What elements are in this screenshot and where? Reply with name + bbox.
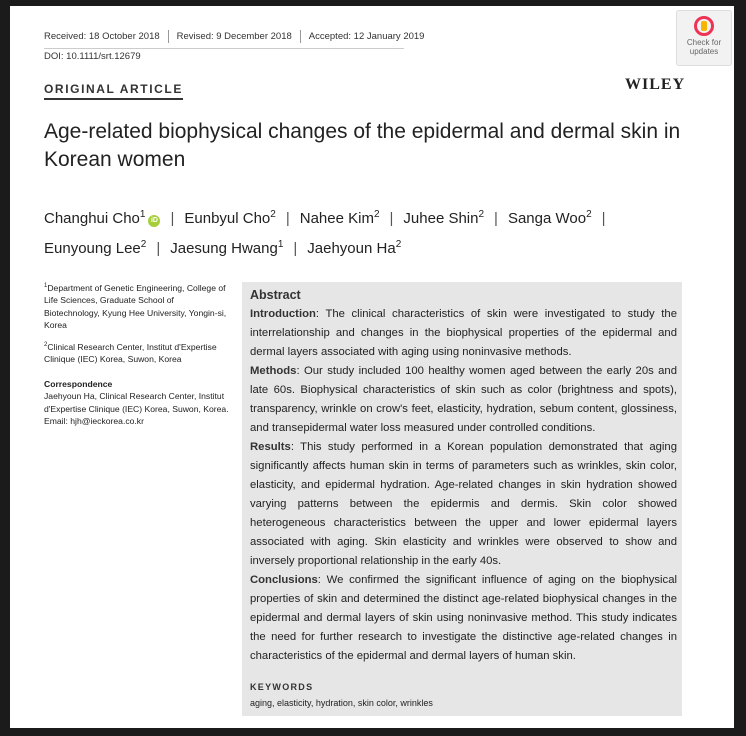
check-for-updates-button[interactable] (676, 10, 732, 66)
author[interactable]: Jaesung Hwang$^1$ (170, 239, 284, 257)
divider (168, 30, 169, 43)
accepted-date: Accepted: 12 January 2019 (308, 31, 425, 43)
abstract-box (242, 282, 682, 716)
author[interactable]: Changhui Cho$^1$ (44, 209, 146, 227)
publisher-logo: WILEY (625, 76, 686, 93)
keywords-heading: KEYWORDS (250, 682, 314, 692)
author[interactable]: Jaehyoun Ha$^2$ (307, 239, 402, 257)
correspondence-text: Jaehyoun Ha, Clinical Research Center, Institut d'Expertise Clinique (IEC) Korea, Suwon, Korea. Email: hjh@ieckorea.co.kr (44, 391, 229, 427)
received-date: Received: 18 October 2018 (44, 31, 160, 43)
author[interactable]: Eunyoung Lee$^2$ (44, 239, 147, 257)
affiliations (44, 280, 229, 428)
article-type: ORIGINAL ARTICLE (44, 82, 183, 100)
author[interactable]: Sanga Woo$^2$ (507, 209, 592, 227)
correspondence-heading: Correspondence (44, 378, 113, 389)
abstract-introduction: Introduction: The clinical characteristics of skin were investigated to study the interrelationship and changes in the biophysical properties of the epidermal and dermal layers associated with aging using noninvasive methods. (250, 308, 677, 358)
check-for-updates-label: Check for updates (686, 38, 722, 56)
bookmark-icon (694, 16, 714, 36)
author[interactable]: Nahee Kim$^2$ (299, 209, 380, 227)
affiliation-1: $^1$Department of Genetic Engineering, College of Life Sciences, Graduate School of Biotechnology, Kyung Hee University, Yongin-si, Korea (44, 282, 227, 331)
revised-date: Revised: 9 December 2018 (176, 31, 292, 43)
correspondence-email[interactable]: Email: hjh@ieckorea.co.kr (44, 416, 144, 427)
author[interactable]: Eunbyul Cho$^2$ (184, 209, 276, 227)
author[interactable]: Juhee Shin$^2$ (403, 209, 485, 227)
abstract-results: Results: This study performed in a Korean population demonstrated that aging significantly affects human skin in terms of parameters such as wrinkles, skin color, elasticity, and epidermal hydration. Age-related changes in skin hydration showed varying patterns between the epidermis and dermis. Skin color showed heterogeneous characteristics between the upper and lower epidermal layers associated with aging. Skin elasticity and wrinkles were observed to show and inversely proportional relationship in the early 40s. (250, 441, 677, 567)
publication-dates (44, 30, 424, 43)
header-rule (44, 48, 404, 49)
abstract-methods: Methods: Our study included 100 healthy women aged between the early 20s and late 60s. Biophysical characteristics of skin such as color (brightness and spots), transparency, wrinkle on crow's feet, elasticity, hydration, sebum content, glossiness, and transepidermal water loss measured under controlled conditions. (250, 365, 677, 434)
doi: DOI: 10.1111/srt.12679 (44, 51, 141, 62)
article-title: Age-related biophysical changes of the epidermal and dermal skin in Korean women (44, 120, 681, 171)
divider (300, 30, 301, 43)
abstract-heading: Abstract (250, 288, 301, 302)
orcid-icon[interactable]: iD (148, 215, 160, 227)
abstract-conclusions: Conclusions: We confirmed the significant influence of aging on the biophysical properties of skin and determined the distinct age-related biophysical changes in the epidermal and dermal layers of skin using noninvasive method. This study indicates the need for further research to investigate the distinctive age-related changes in characteristics of the epidermal and dermal layers of human skin. (250, 574, 677, 662)
keywords: aging, elasticity, hydration, skin color, wrinkles (250, 698, 433, 708)
affiliation-2: $^2$Clinical Research Center, Institut d'Expertise Clinique (IEC) Korea, Suwon, Korea (44, 341, 217, 365)
abstract-body (250, 305, 677, 666)
author-list: Changhui Cho$^1$iD | Eunbyul Cho$^2$ | Nahee Kim$^2$ | Juhee Shin$^2$ | Sanga Woo$^2$ | Eunyoung Lee$^2$ | Jaesung Hwang$^1$ | Jaehyoun Ha$^2$ (44, 209, 606, 257)
article-page (10, 6, 734, 728)
